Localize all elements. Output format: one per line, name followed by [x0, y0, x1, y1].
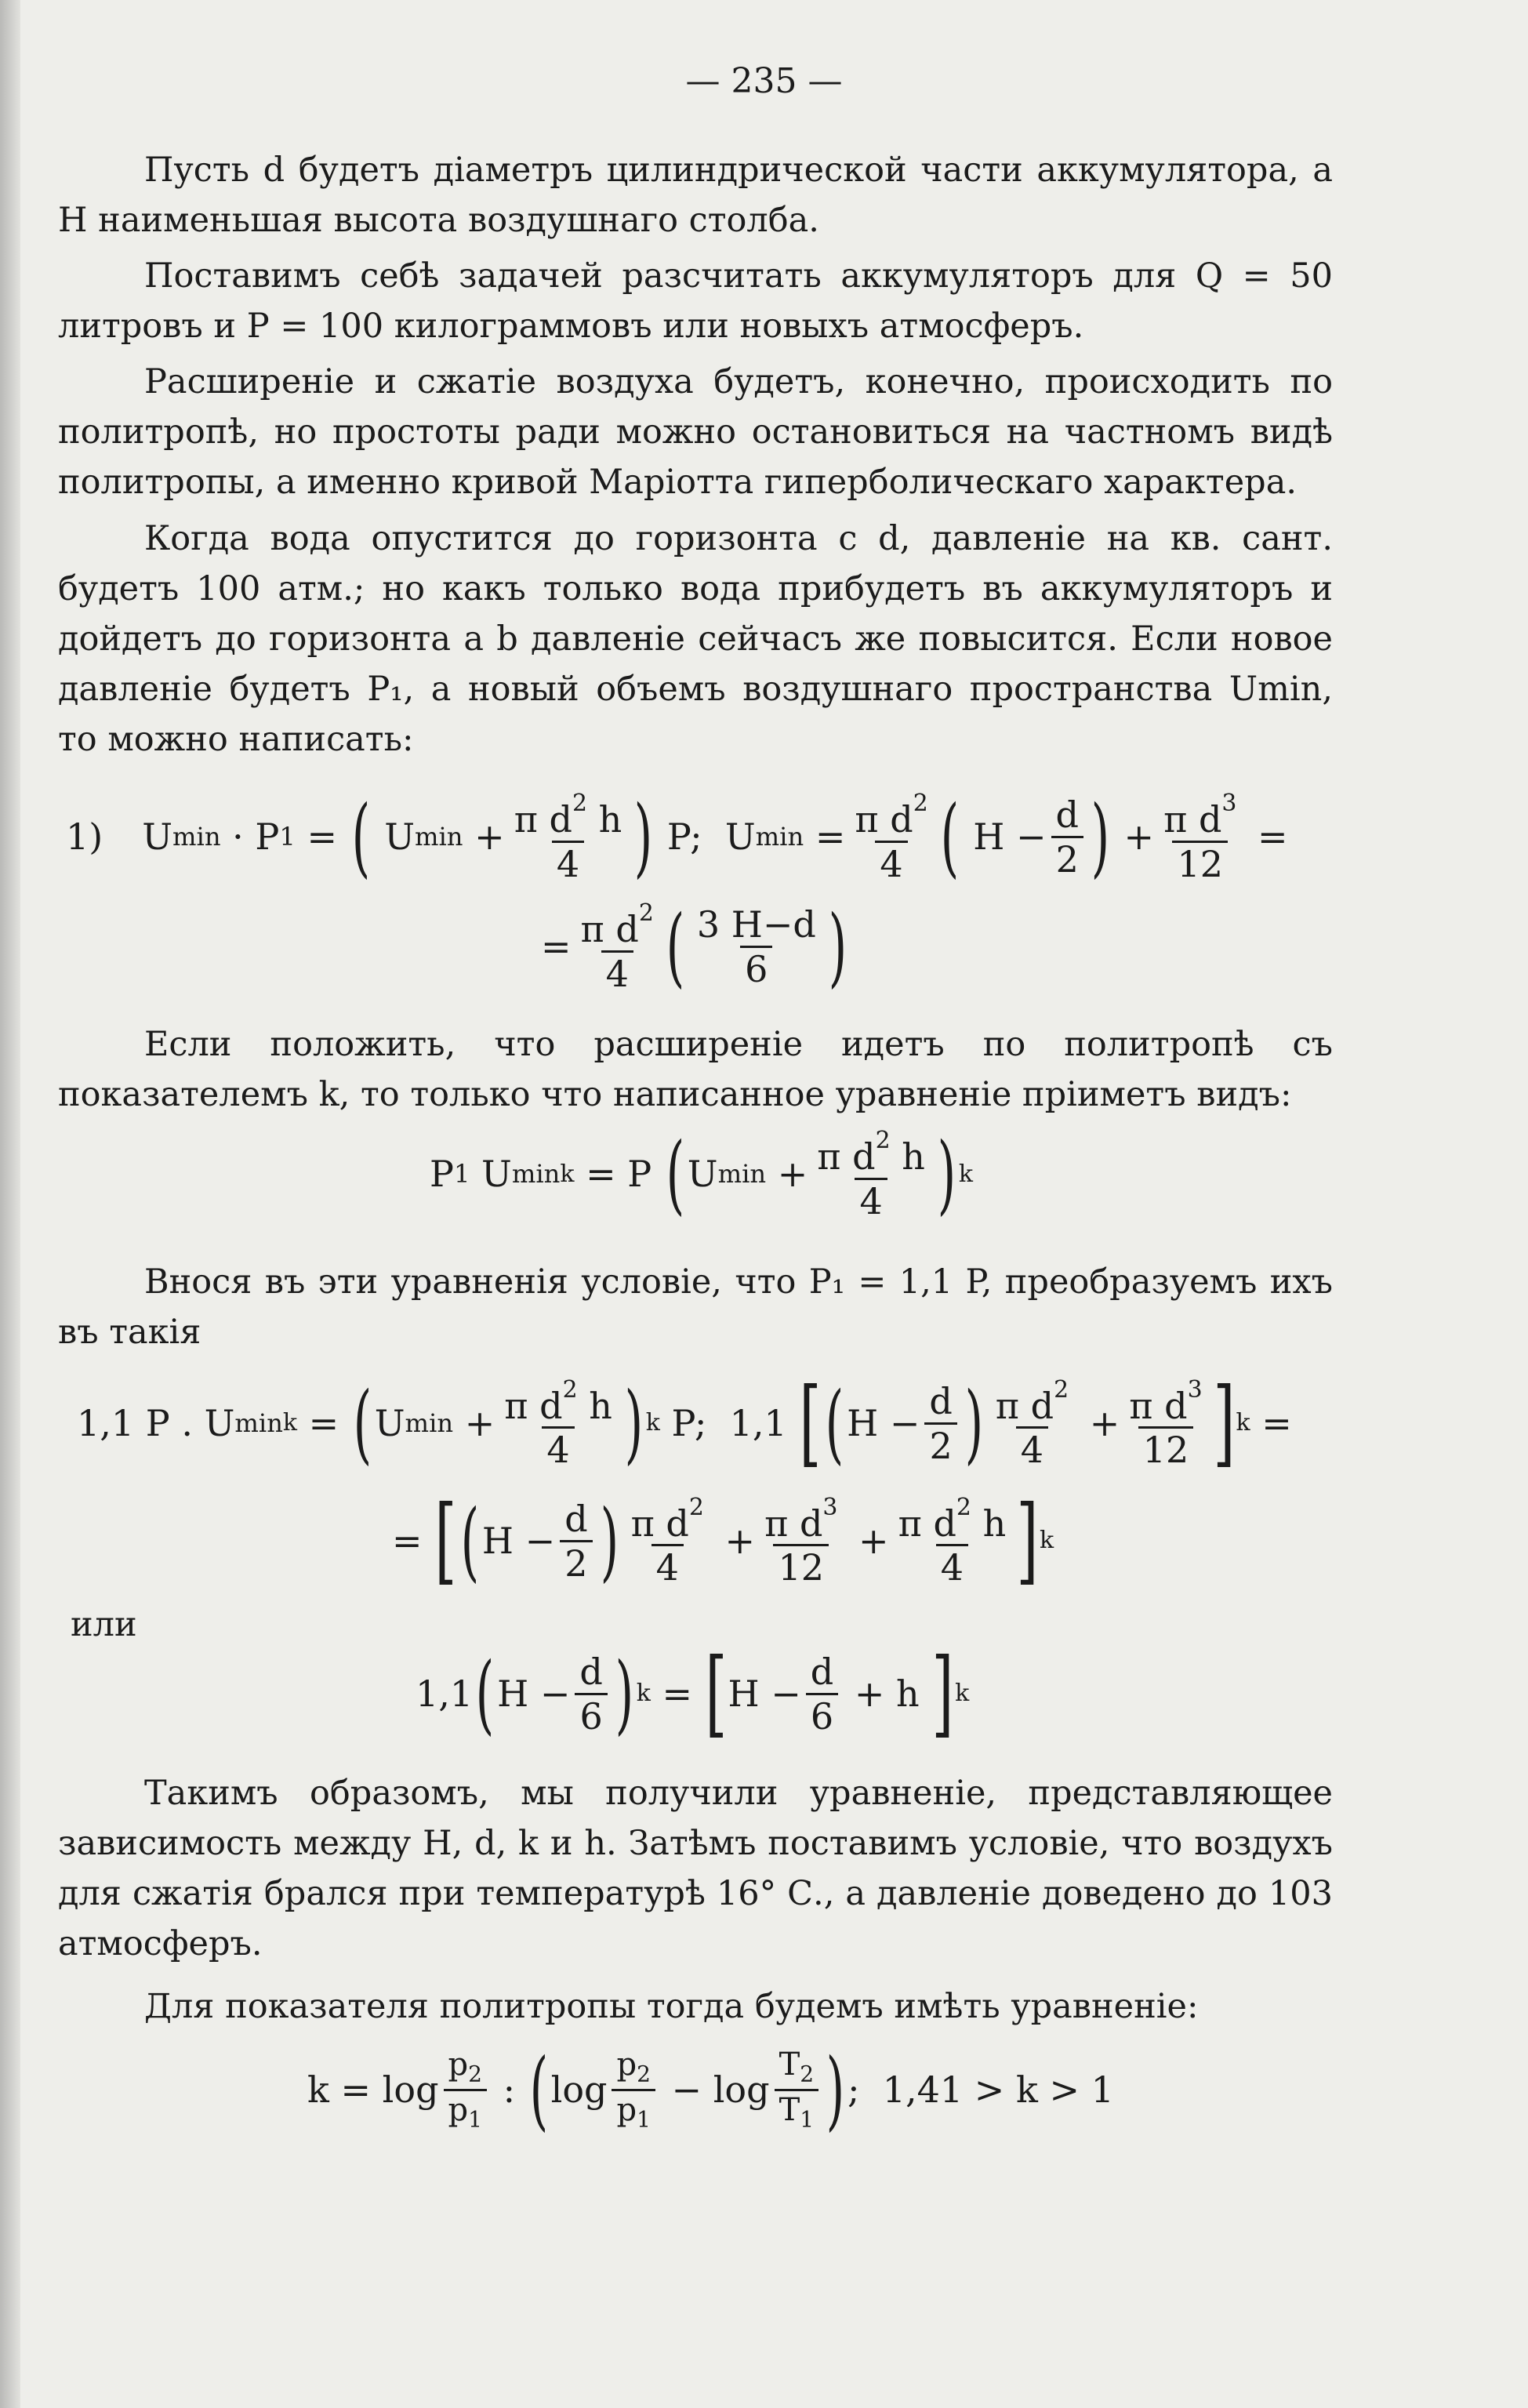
paragraph-condition: Внося въ эти уравненія условіе, что P₁ = 1,1 P, преобразуемъ ихъ въ такія: [58, 1262, 1333, 1352]
paragraph-task: Поставимъ себѣ задачей разсчитать аккумуляторъ для Q = 50 литровъ и P = 100 килограммовъ или новыхъ атмосферъ.: [58, 256, 1333, 346]
paragraph-polytrope: Расширеніе и сжатіе воздуха будетъ, конечно, происходить по политропѣ, но простоты ради можно остановиться на частномъ видѣ политропы, а именно кривой Маріотта гиперболическаго характера.: [58, 362, 1333, 502]
paragraph-result: Такимъ образомъ, мы получили уравненіе, представляющее зависимость между H, d, k и h. Затѣмъ поставимъ условіе, что воздухъ для сжатія брался при температурѣ 16° С., а давленіе доведено до 103 атмосферъ.: [58, 1774, 1333, 1963]
equation-simplified: 1,1 ( H − $\frac{d}{6}$ ) k = [ H − $\frac{d}{6}$ + h ] k: [416, 1639, 970, 1748]
paragraph-pressure: Когда вода опустится до горизонта c d, давленіе на кв. сант. будетъ 100 атм.; но какъ только вода прибудетъ въ аккумуляторъ и дойдетъ до горизонта a b давленіе сейчасъ же повысится. Если новое давленіе будетъ P₁, а новый объемъ воздушнаго пространства Umin, то можно написать:: [58, 519, 1333, 759]
equation-1-continued: = $\frac{\pi d^2}{4}$ ( $\frac{3 H-d}{6}$ ): [541, 896, 847, 997]
equation-condition: 1,1 P . U min k = ( U min + $\frac{\pi d^2 h}{4}$ ) k P; 1,1 [ ( H − $\frac{d}{2}$ ) $\frac{\pi d^2}{4}$ + $\frac{\pi d^3}{12}$ ] k =: [77, 1368, 1292, 1477]
paragraph-exponent: Если положить, что расширеніе идетъ по политропѣ съ показателемъ k, то только что написанное уравненіе пріиметъ видъ:: [58, 1025, 1333, 1114]
equation-polytrope: P 1 U min k = P ( U min + $\frac{\pi d^2 h}{4}$ ) k: [430, 1124, 973, 1225]
page-number: — 235 —: [685, 61, 843, 101]
equation-condition-continued: = [ ( H − $\frac{d}{2}$ ) $\frac{\pi d^2}{4}$ + $\frac{\pi d^3}{12}$ + $\frac{\pi d^2 h}{4}$ ] k: [392, 1486, 1054, 1595]
word-ili: или: [71, 1605, 137, 1644]
equation-1: 1) U min · P 1 = ( U min + $\frac{\pi d^2 h}{4}$ ) P; U min = $\frac{\pi d^2}{4}$ ( H − $\frac{d}{2}$ ) + $\frac{\pi d^3}{12}$ =: [66, 786, 1288, 888]
paragraph-exponent-equation: Для показателя политропы тогда будемъ имѣть уравненіе:: [144, 1987, 1199, 2026]
equation-log: k = log $\frac{p_2}{p_1}$ : ( log $\frac{p_2}{p_1}$ − log $\frac{T_2}{T_1}$ ) ; 1,41 > k > 1: [307, 2039, 1114, 2140]
paragraph-diameter: Пусть d будетъ діаметръ цилиндрической части аккумулятора, а H наименьшая высота воздушнаго столба.: [58, 151, 1333, 240]
equation-1-label: 1): [66, 815, 103, 859]
